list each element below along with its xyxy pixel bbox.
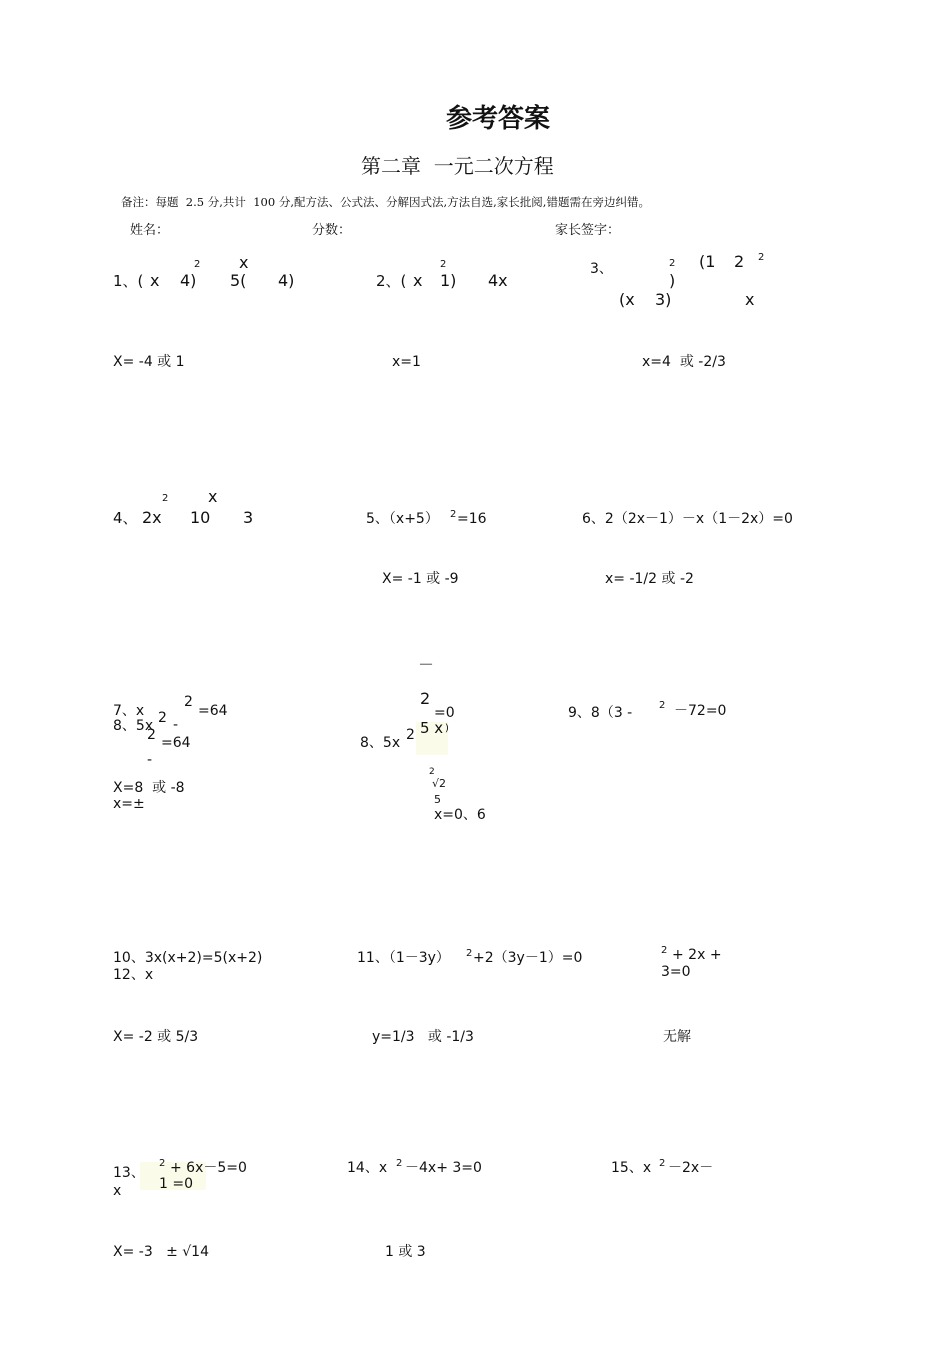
p8-two: 2	[420, 689, 431, 708]
p6-answer: x= -1/2 或 -2	[605, 571, 694, 587]
p3-b: 2	[734, 252, 745, 271]
p3-d: 3)	[655, 290, 672, 309]
p15-b: －2x－	[668, 1160, 714, 1176]
p8-paren: )	[445, 723, 449, 734]
p2-a: x	[413, 271, 423, 290]
p7-exp2: 2	[158, 710, 167, 726]
name-label: 姓名：	[130, 223, 170, 238]
p11-a: 11、（1－3y）	[357, 950, 450, 966]
p5-text: 5、（x+5）	[366, 511, 439, 527]
p1-b: 4)	[180, 271, 197, 290]
p15-exp: 2	[659, 1158, 666, 1169]
chapter-subtitle: 第二章 一元二次方程	[361, 154, 554, 178]
p10-text: 10、3x(x+2)=5(x+2)	[113, 950, 263, 966]
p1-answer: X= -4 或 1	[113, 354, 185, 370]
p13-a: + 6x－5=0	[170, 1160, 247, 1176]
p4-c: x	[208, 487, 218, 506]
p2-num: 2、(	[376, 272, 407, 290]
p11-answer: y=1/3 或 -1/3	[372, 1029, 474, 1045]
p7-answer2: x=±	[113, 796, 145, 812]
p8-label: 8、5x	[360, 735, 401, 751]
p1-d: x	[239, 253, 249, 272]
page-title: 参考答案	[446, 104, 551, 134]
p3-num: 3、	[590, 261, 613, 277]
note: 备注：每题 2.5 分,共计 100 分,配方法、公式法、分解因式法,方法自选,家长批阅,错题需在旁边纠错。	[121, 195, 650, 209]
p8-root: √2	[432, 777, 447, 790]
p1-c: 5(	[230, 271, 247, 290]
p7-a: 7、x	[113, 703, 145, 719]
p7-g: -	[147, 752, 153, 768]
p7-e: 2	[147, 727, 156, 743]
p3-exp2: 2	[758, 252, 765, 263]
p8-answer: x=0、6	[434, 807, 486, 823]
parent-sign-label: 家长签字：	[555, 223, 621, 238]
p3-e: x	[745, 290, 755, 309]
p2-answer: x=1	[392, 354, 421, 370]
p9-exp: 2	[659, 700, 666, 711]
p11-exp: 2	[466, 948, 473, 959]
p8-small2: 2	[429, 767, 435, 777]
p12-answer: 无解	[663, 1029, 691, 1045]
p5-rest: =16	[457, 511, 487, 527]
p7-c: 8、5x	[113, 718, 154, 734]
p4-num: 4、	[113, 509, 138, 527]
p3-paren: )	[669, 271, 676, 290]
p4-a: 2x	[142, 508, 162, 527]
p8-eq: =0	[434, 705, 455, 721]
p8-bar: －	[418, 655, 435, 674]
p1-e: 4)	[278, 271, 295, 290]
p1-a: x	[150, 271, 160, 290]
p2-b: 1)	[440, 271, 457, 290]
p14-answer: 1 或 3	[385, 1244, 426, 1260]
p9-b: －72=0	[674, 703, 727, 719]
p10-answer: X= -2 或 5/3	[113, 1029, 199, 1045]
p6-text: 6、2（2x－1）－x（1－2x）=0	[582, 511, 793, 527]
p2-c: 4x	[488, 271, 508, 290]
p2-exp: 2	[440, 259, 447, 270]
p12-b: 3=0	[661, 964, 691, 980]
p5-exp: 2	[450, 509, 457, 520]
p1-exp: 2	[194, 259, 201, 270]
p14-a: 14、x	[347, 1160, 388, 1176]
p7-b: =64	[198, 703, 228, 719]
p4-d: 3	[243, 508, 254, 527]
p12-label: 12、x	[113, 967, 154, 983]
p3-answer: x=4 或 -2/3	[642, 354, 726, 370]
p15-a: 15、x	[611, 1160, 652, 1176]
p13-b: 1 =0	[159, 1176, 193, 1192]
p7-f: =64	[161, 735, 191, 751]
p13-x: x	[113, 1183, 122, 1199]
p5-answer: X= -1 或 -9	[382, 571, 459, 587]
p12-exp: 2	[661, 945, 668, 956]
p7-exp: 2	[184, 694, 193, 710]
p8-exp: 2	[406, 727, 415, 743]
p11-b: +2（3y－1）=0	[473, 950, 583, 966]
p13-exp: 2	[159, 1158, 166, 1169]
score-label: 分数：	[312, 223, 352, 238]
p13-num: 13、	[113, 1165, 145, 1181]
p4-exp: 2	[162, 493, 169, 504]
p8-fivex: 5 x	[420, 719, 444, 737]
p14-b: －4x+ 3=0	[405, 1160, 482, 1176]
p3-c: (x	[619, 290, 635, 309]
p13-answer: X= -3 ± √14	[113, 1244, 209, 1260]
p1-num: 1、(	[113, 272, 144, 290]
p3-exp1: 2	[669, 258, 676, 269]
p7-d: -	[173, 717, 179, 733]
p4-b: 10	[190, 508, 211, 527]
p9-a: 9、8（3 -	[568, 705, 633, 721]
p12-a: + 2x +	[672, 947, 722, 963]
p3-a: (1	[699, 252, 716, 271]
p14-exp: 2	[396, 1158, 403, 1169]
p7-answer1: X=8 或 -8	[113, 780, 185, 796]
p8-five: 5	[434, 793, 441, 806]
